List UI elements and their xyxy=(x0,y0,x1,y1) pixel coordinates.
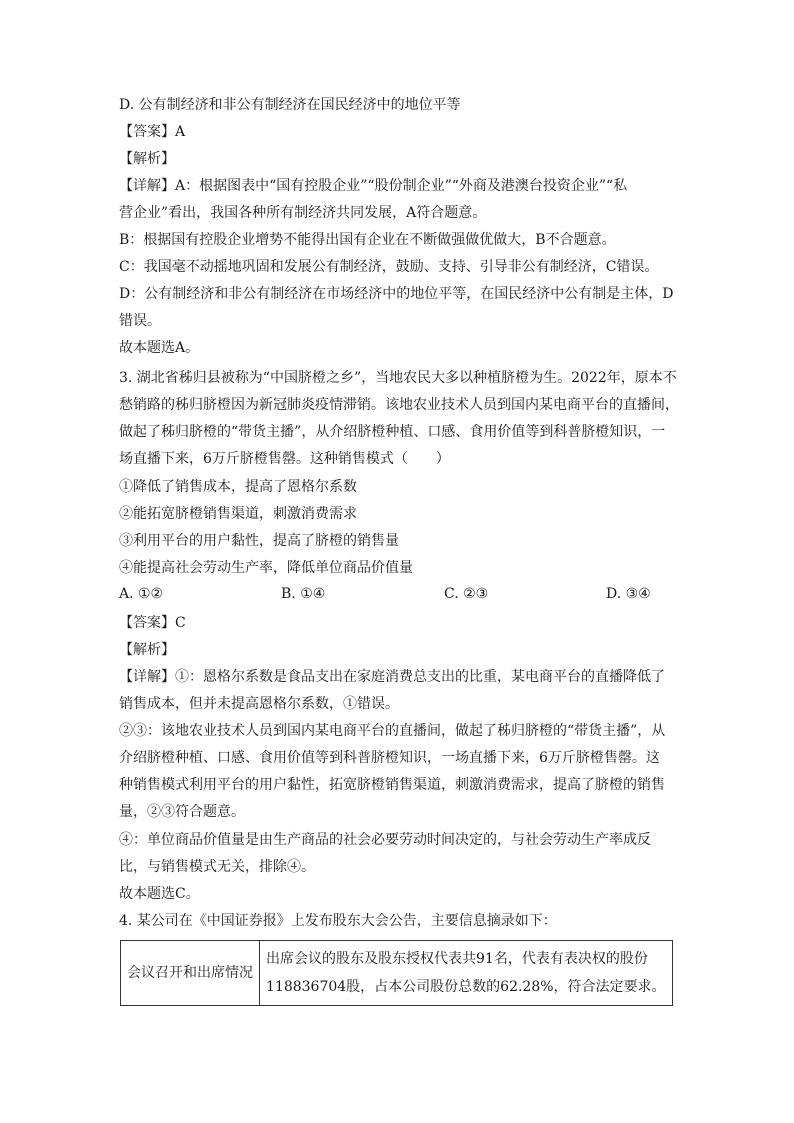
question-3-text: 3. 湖北省秭归县被称为“中国脐橙之乡”，当地农民大多以种植脐橙为生。2022年，原本不 xyxy=(119,370,677,386)
table-value-cell: 出席会议的股东及股东授权代表共91名，代表有表决权的股份118836704股，占本公司股份总数的62.28%，符合法定要求。 xyxy=(260,941,673,1006)
question-4-text: 4. 某公司在《中国证券报》上发布股东大会公告，主要信息摘录如下： xyxy=(119,913,557,929)
shareholder-meeting-table xyxy=(120,940,673,1006)
option-d-previous: D. 公有制经济和非公有制经济在国民经济中的地位平等 xyxy=(119,97,461,113)
option-a: A. ①② xyxy=(119,586,164,602)
conclusion-line: 故本题选C。 xyxy=(119,886,200,902)
table-row xyxy=(121,941,673,1006)
statement-1: ①降低了销售成本，提高了恩格尔系数 xyxy=(119,479,357,495)
explanation-line: 营企业”看出，我国各种所有制经济共同发展，A符合题意。 xyxy=(119,205,487,221)
analysis-label: 【解析】 xyxy=(119,642,175,658)
explanation-line: C：我国毫不动摇地巩固和发展公有制经济，鼓励、支持、引导非公有制经济，C错误。 xyxy=(119,259,659,275)
answer-label: 【答案】C xyxy=(119,615,186,631)
option-b: B. ①④ xyxy=(281,586,326,602)
explanation-line: 种销售模式利用平台的用户黏性，拓宽脐橙销售渠道，刺激消费需求，提高了脐橙的销售 xyxy=(119,777,665,793)
explanation-line: ②③：该地农业技术人员到国内某电商平台的直播间，做起了秭归脐橙的“带货主播”，从 xyxy=(119,723,666,739)
conclusion-line: 故本题选A。 xyxy=(119,340,200,356)
explanation-line: 介绍脐橙种植、口感、食用价值等到科普脐橙知识，一场直播下来，6万斤脐橙售罄。这 xyxy=(119,750,660,766)
explanation-line: 量，②③符合题意。 xyxy=(119,804,245,820)
option-c: C. ②③ xyxy=(444,586,489,602)
explanation-line: ④：单位商品价值量是由生产商品的社会必要劳动时间决定的，与社会劳动生产率成反 xyxy=(119,832,651,848)
question-3-text: 做起了秭归脐橙的“带货主播”，从介绍脐橙种植、口感、食用价值等到科普脐橙知识，一 xyxy=(119,424,666,440)
statement-4: ④能提高社会劳动生产率，降低单位商品价值量 xyxy=(119,560,413,576)
question-3-text: 场直播下来，6万斤脐橙售罄。这种销售模式（ ） xyxy=(119,451,450,467)
explanation-line: 错误。 xyxy=(119,313,161,329)
explanation-line: B：根据国有控股企业增势不能得出国有企业在不断做强做优做大，B不合题意。 xyxy=(119,232,616,248)
answer-label: 【答案】A xyxy=(119,124,186,140)
table-key-cell: 会议召开和出席情况 xyxy=(121,941,260,1006)
option-d: D. ③④ xyxy=(606,586,651,602)
explanation-line: 【详解】①：恩格尔系数是食品支出在家庭消费总支出的比重，某电商平台的直播降低了 xyxy=(119,669,665,685)
statement-2: ②能拓宽脐橙销售渠道，刺激消费需求 xyxy=(119,506,357,522)
explanation-line: D：公有制经济和非公有制经济在市场经济中的地位平等，在国民经济中公有制是主体，D xyxy=(119,286,674,302)
explanation-line: 比，与销售模式无关，排除④。 xyxy=(119,859,315,875)
analysis-label: 【解析】 xyxy=(119,151,175,167)
answer-options xyxy=(119,586,679,604)
question-3-text: 愁销路的秭归脐橙因为新冠肺炎疫情滞销。该地农业技术人员到国内某电商平台的直播间， xyxy=(119,397,679,413)
statement-3: ③利用平台的用户黏性，提高了脐橙的销售量 xyxy=(119,533,399,549)
explanation-line: 销售成本，但并未提高恩格尔系数，①错误。 xyxy=(119,696,399,712)
explanation-line: 【详解】A：根据图表中“国有控股企业”“股份制企业”“外商及港澳台投资企业”“私 xyxy=(119,178,628,194)
